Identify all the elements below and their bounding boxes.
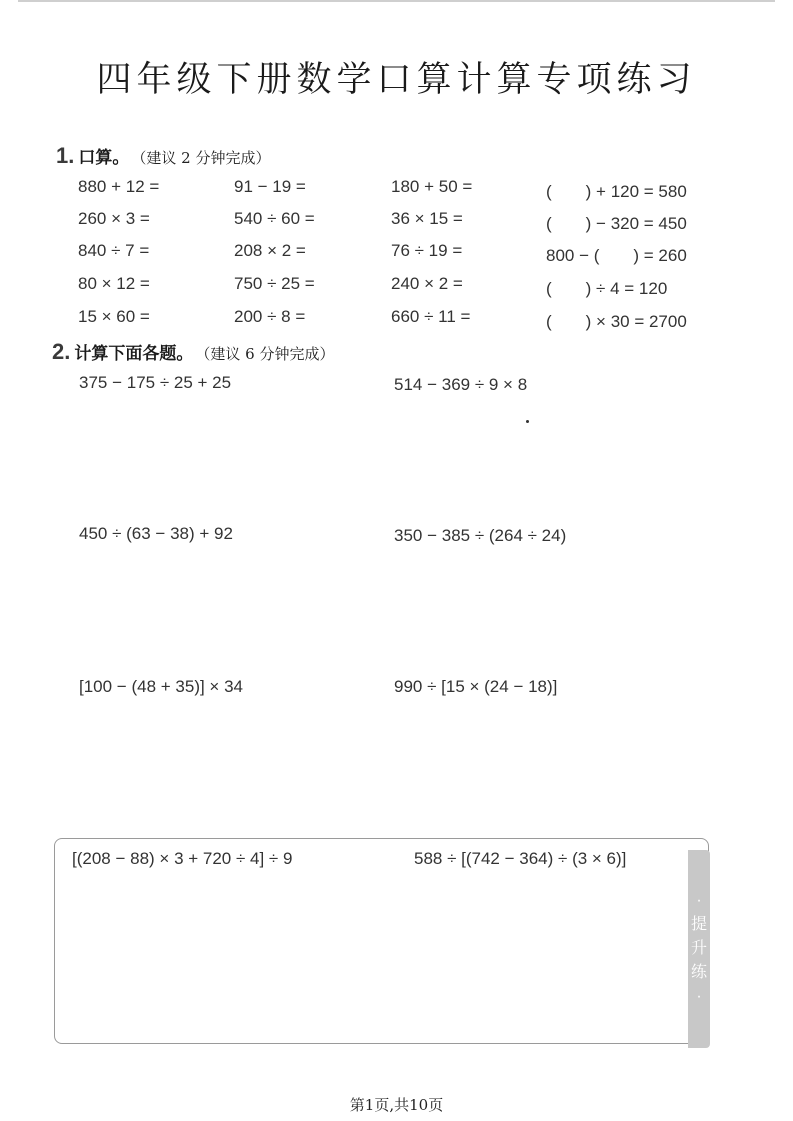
calc-exercise: 514 − 369 ÷ 9 × 8 bbox=[394, 375, 528, 394]
calc-exercise: 450 ÷ (63 − 38) + 92 bbox=[79, 524, 233, 543]
section-1-name: 口算。 bbox=[78, 148, 130, 167]
oral-question: 200 ÷ 8 = bbox=[234, 307, 306, 326]
oral-question: 840 ÷ 7 = bbox=[78, 241, 150, 260]
oral-question: ( ) × 30 = 2700 bbox=[546, 312, 687, 331]
tab-char: 升 bbox=[690, 940, 707, 957]
section-1-heading bbox=[56, 143, 270, 169]
calc-exercise: 350 − 385 ÷ (264 ÷ 24) bbox=[394, 526, 567, 545]
section-2-number: 2. bbox=[52, 339, 71, 364]
oral-question: 750 ÷ 25 = bbox=[234, 274, 315, 293]
calc-exercise: [100 − (48 + 35)] × 34 bbox=[79, 677, 243, 696]
advanced-exercise: 588 ÷ [(742 − 364) ÷ (3 × 6)] bbox=[414, 849, 627, 868]
tab-char: 练 bbox=[690, 964, 707, 981]
top-rule bbox=[18, 0, 775, 2]
oral-question: ( ) + 120 = 580 bbox=[546, 182, 687, 201]
oral-question: 208 × 2 = bbox=[234, 241, 306, 260]
oral-question: 260 × 3 = bbox=[78, 209, 150, 228]
oral-question: 76 ÷ 19 = bbox=[391, 241, 463, 260]
oral-question: 80 × 12 = bbox=[78, 274, 150, 293]
tab-char: · bbox=[696, 988, 702, 1005]
tab-char: 提 bbox=[690, 916, 707, 933]
section-2-name: 计算下面各题。 bbox=[74, 344, 194, 363]
oral-question: ( ) − 320 = 450 bbox=[546, 214, 687, 233]
calc-exercise: 990 ÷ [15 × (24 − 18)] bbox=[394, 677, 558, 696]
oral-question: 880 + 12 = bbox=[78, 177, 160, 196]
oral-question: 800 − ( ) = 260 bbox=[546, 246, 687, 265]
section-1-hint: （建议 2 分钟完成） bbox=[131, 149, 271, 167]
oral-question: 36 × 15 = bbox=[391, 209, 463, 228]
oral-question: 660 ÷ 11 = bbox=[391, 307, 471, 326]
oral-question: 540 ÷ 60 = bbox=[234, 209, 315, 228]
section-2-hint: （建议 6 分钟完成） bbox=[195, 345, 335, 363]
oral-question: ( ) ÷ 4 = 120 bbox=[546, 279, 668, 298]
page-footer: 第1页,共10页 bbox=[349, 1096, 444, 1114]
oral-question: 240 × 2 = bbox=[391, 274, 463, 293]
oral-question: 15 × 60 = bbox=[78, 307, 150, 326]
page-title: 四年级下册数学口算计算专项练习 bbox=[96, 60, 697, 100]
calc-exercise: 375 − 175 ÷ 25 + 25 bbox=[79, 373, 232, 392]
tab-char: · bbox=[696, 892, 702, 909]
section-2-heading bbox=[52, 339, 334, 365]
advanced-practice-tab bbox=[688, 850, 710, 1048]
stray-dot bbox=[526, 420, 529, 423]
section-1-number: 1. bbox=[56, 143, 75, 168]
advanced-exercise: [(208 − 88) × 3 + 720 ÷ 4] ÷ 9 bbox=[72, 849, 293, 868]
oral-question: 180 + 50 = bbox=[391, 177, 473, 196]
oral-question: 91 − 19 = bbox=[234, 177, 306, 196]
